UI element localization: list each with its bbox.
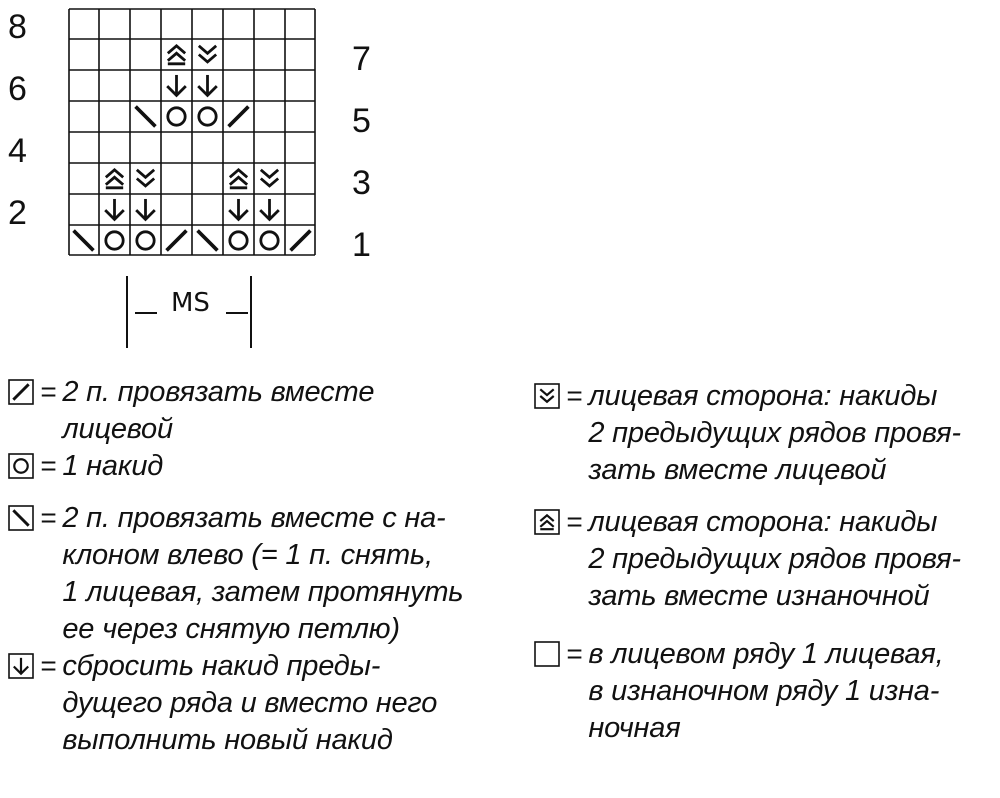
legend-line: лицевая сторона: накиды [588,380,938,412]
knit-together-yo-icon [261,170,278,186]
row-number-4: 4 [8,132,27,170]
k2tog-left-icon [136,107,156,127]
legend-line: дущего ряда и вместо него [62,687,438,719]
k2tog-icon [167,231,187,251]
legend-item-knit-stitch [534,636,943,747]
legend-equals: = [40,650,57,681]
k2tog-left-icon [198,231,218,251]
k2tog-icon [291,231,311,251]
yarn-over-icon [168,108,185,125]
repeat-bracket-left-tick [135,312,157,314]
legend-description [588,378,961,489]
legend-line: выполнить новый накид [62,724,393,756]
repeat-bracket-right-tick [226,312,248,314]
legend-line: зать вместе изнаночной [588,580,930,612]
legend-equals: = [566,506,583,537]
legend-description [62,500,463,648]
legend-item-k2tog-left [8,500,463,648]
purl-together-yo-icon [106,170,123,188]
legend-line: зать вместе лицевой [588,454,887,486]
repeat-label: MS [171,288,210,318]
yarn-over-icon [137,232,154,249]
knitting-chart [68,8,316,256]
legend-line: 2 п. провязать вместе с на- [62,502,446,534]
row-number-5: 5 [352,102,371,140]
k2tog-left-icon [8,505,34,531]
drop-yarn-over-icon [260,199,279,219]
legend-description [588,636,943,747]
legend-item-yarn-over [8,448,163,485]
purl-together-yo-icon [534,509,560,535]
legend-item-knit-together-yo [534,378,961,489]
legend-line: в изнаночном ряду 1 изна- [588,675,940,707]
repeat-bracket [126,276,256,348]
yarn-over-icon [8,453,34,479]
legend-description [62,448,163,485]
row-number-2: 2 [8,194,27,232]
k2tog-icon [229,107,249,127]
drop-yarn-over-icon [198,75,217,95]
drop-yarn-over-icon [8,653,34,679]
legend-line: 2 предыдущих рядов провя- [588,417,961,449]
legend-equals: = [566,638,583,669]
legend-description [588,504,961,615]
legend-line: клоном влево (= 1 п. снять, [62,539,433,571]
legend-line: ее через снятую петлю) [62,613,400,645]
legend-item-drop-yarn-over [8,648,437,759]
legend-line: сбросить накид преды- [62,650,381,682]
legend-equals: = [566,380,583,411]
repeat-bracket-right-line [250,276,252,348]
drop-yarn-over-icon [105,199,124,219]
knit-together-yo-icon [199,46,216,62]
yarn-over-icon [230,232,247,249]
repeat-bracket-left-line [126,276,128,348]
drop-yarn-over-icon [136,199,155,219]
legend-line: 1 лицевая, затем протянуть [62,576,464,608]
yarn-over-icon [106,232,123,249]
row-number-3: 3 [352,164,371,202]
chart-grid [69,9,315,255]
legend-line: ночная [588,712,681,744]
legend-equals: = [40,502,57,533]
knit-together-yo-icon [534,383,560,409]
legend-line: 2 предыдущих рядов провя- [588,543,961,575]
purl-together-yo-icon [230,170,247,188]
yarn-over-icon [261,232,278,249]
legend-line: 1 накид [62,450,164,482]
legend-line: 2 п. провязать вместе [62,376,375,408]
legend-line: в лицевом ряду 1 лицевая, [588,638,944,670]
row-number-8: 8 [8,8,27,46]
drop-yarn-over-icon [229,199,248,219]
legend-description [62,374,374,448]
k2tog-left-icon [74,231,94,251]
knit-together-yo-icon [137,170,154,186]
legend-equals: = [40,450,57,481]
yarn-over-icon [199,108,216,125]
row-number-6: 6 [8,70,27,108]
legend-item-k2tog [8,374,374,448]
legend-item-purl-together-yo [534,504,961,615]
drop-yarn-over-icon [167,75,186,95]
k2tog-icon [8,379,34,405]
row-number-7: 7 [352,40,371,78]
legend-line: лицевой [62,413,173,445]
legend-description [62,648,437,759]
legend-equals: = [40,376,57,407]
purl-together-yo-icon [168,46,185,64]
legend-line: лицевая сторона: накиды [588,506,938,538]
row-number-1: 1 [352,226,371,264]
knit-stitch-icon [534,641,560,667]
